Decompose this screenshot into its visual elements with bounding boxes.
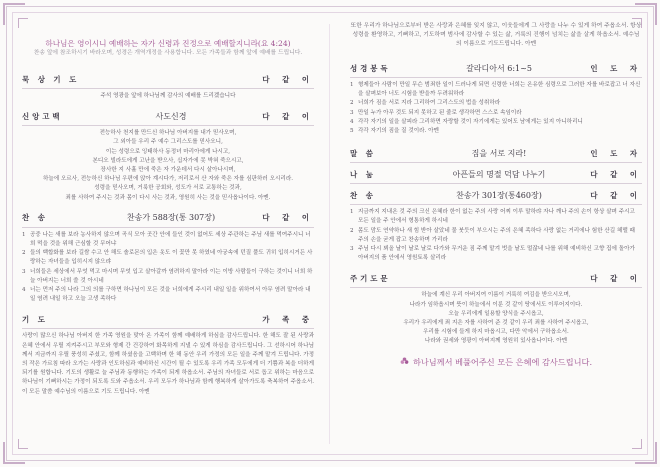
divider xyxy=(22,227,314,228)
section-sharing xyxy=(350,167,642,181)
section-leader: 다 같 이 xyxy=(590,169,642,179)
section-hymn-1 xyxy=(22,211,314,225)
theme-verse: 하나님은 영이시니 예배하는 자가 신령과 진정으로 예배할지니라(요 4:24) xyxy=(45,39,291,48)
scripture-verse: 5 각각 자기의 짐을 질 것이라. 아멘 xyxy=(350,128,439,135)
prayer-continuation: 또한 우리가 하나님으로부터 받은 사랑과 은혜를 잊지 않고, 이웃들에게 그 사랑을 나누 수 있게 하여 주옵소서. 항상 성령을 환영하고, 기뻐하고, 기도하며 범사에 감사할 수 있는 삶, 거룩의 진행이 넘치는 삶을 살게 하옵소서. 예수님의 이름으로 기도드립니다. 아멘 xyxy=(350,23,642,47)
section-lords-prayer xyxy=(350,271,642,285)
lords-prayer-text xyxy=(350,291,642,346)
divider xyxy=(22,125,314,126)
divider xyxy=(350,287,642,288)
divider xyxy=(350,183,642,184)
creed-line: 그 외아들 우리 주 예수 그리스도를 믿사오니, xyxy=(113,139,223,146)
page-fold-line xyxy=(329,24,330,444)
hymn-verse: 3 너희들은 세상에서 무엇 먹고 마시며 무엇 입고 살아갈까 염려하지 말아라 이는 이방 사람들이 구하는 것이니 너희 하늘 아버지는 너희 쓸 것 아시네 xyxy=(22,268,313,284)
creed-text xyxy=(22,129,314,203)
hymn-verse: 4 너는 먼저 주의 나라 그의 의를 구하면 하나님이 모든 것을 너희에게 주시리 내일 일을 위하여서 아무 염려 말아라 내일 염려 내일 하고 오늘 고생 족하다 xyxy=(22,287,311,303)
creed-line: 죄를 사하여 주시는 것과 몸이 다시 사는 것과, 영원히 사는 것을 믿사옵나이다. 아멘. xyxy=(65,194,271,201)
divider xyxy=(350,162,642,163)
lords-prayer-line: 나라가 임하옵시며 뜻이 하늘에서 이룬 것 같이 땅에서도 이루어지이다. xyxy=(409,301,583,308)
corner-ornament xyxy=(18,439,28,449)
section-leader: 다 같 이 xyxy=(262,111,314,121)
section-leader: 인 도 자 xyxy=(590,148,642,158)
lords-prayer-line: 우리를 시험에 들게 하지 마옵시고, 다만 악에서 구하옵소서. xyxy=(423,329,569,336)
hymn-verse: 1 공중 나는 새를 보라 농사하지 않으며 곡식 모아 곳간 안에 들인 것이 없어도 세상 주관하는 주님 새를 먹여주시니 너희 먹을 것을 위해 근심할 것 무어냐 xyxy=(22,231,311,248)
section-leader: 다 같 이 xyxy=(262,74,314,84)
flower-icon xyxy=(400,357,409,366)
divider xyxy=(350,77,642,78)
section-title: 아픈들의 명절 덕담 나누기 xyxy=(452,169,546,179)
scripture-verse: 2 너희가 짐을 서로 지라 그리하여 그리스도의 법을 성취하라 xyxy=(350,100,501,107)
corner-ornament xyxy=(632,439,642,449)
section-label: 성경봉독 xyxy=(350,63,391,73)
section-label: 찬 송 xyxy=(350,190,376,200)
scripture-verse: 1 형제들아 사람이 만일 무슨 범죄한 일이 드러나게 되면 신령한 너희는 온유한 심령으로 그러한 자를 바로잡고 너 자신을 살펴보아 너도 시험을 받을까 두려워하라 xyxy=(350,82,641,98)
section-leader: 인 도 자 xyxy=(590,63,642,73)
section-title: 찬송가 588장(통 307장) xyxy=(126,213,216,223)
section-leader: 다 같 이 xyxy=(262,213,314,223)
right-page xyxy=(350,22,642,368)
lords-prayer-line: 우리가 우리에게 죄 지은 자를 사하여 준 것 같이 우리 죄를 사하여 주시옵고, xyxy=(403,320,589,327)
section-label: 말 씀 xyxy=(350,148,376,158)
scripture-verse: 4 각각 자기의 일을 살피라 그리하면 자랑할 것이 자기에게는 있어도 남에게는 있지 아니하리니 xyxy=(350,118,583,125)
section-scripture xyxy=(350,61,642,75)
section-leader: 다 같 이 xyxy=(590,190,642,200)
section-title: 짐을 서로 지라! xyxy=(471,148,527,158)
section-label: 나 눔 xyxy=(350,169,376,179)
hymn-verses xyxy=(350,208,642,263)
hymn-verse: 3 주님 다시 뵈올 날이 날로 날로 다가와 무거운 짐 주께 맡겨 벗을 날도 멀잖네 나를 위해 예비하신 고향 집에 돌아가 아버지의 품 안에서 영원토록 살리라 xyxy=(350,246,635,262)
scripture-verse: 3 만일 누가 아무 것도 되지 못하고 된 줄로 생각하면 스스로 속임이라 xyxy=(350,109,522,116)
hymn-verses xyxy=(22,231,314,305)
creed-line: 장사한 지 사흘 만에 죽은 자 가운데서 다시 살아나시며, xyxy=(100,167,236,174)
divider xyxy=(22,88,314,89)
creed-line: 하늘에 오르사, 전능하신 하나님 우편에 앉아 계시다가, 저리로서 산 자와 죽은 자를 심판하러 오시리라. xyxy=(43,176,293,183)
left-page xyxy=(22,38,314,397)
lords-prayer-line: 나라와 권세와 영광이 아버지께 영원히 있사옵나이다. 아멘 xyxy=(424,338,568,345)
scripture-verses xyxy=(350,81,642,136)
section-label: 신앙고백 xyxy=(22,111,63,121)
theme-note: 찬송 앞에 참조하시기 바라오며, 성경은 개역개정을 사용합니다. 모든 가족들과 함께 앞에 예배를 드립니다. xyxy=(33,50,303,56)
hymn-verse: 2 몸도 맘도 연약하나 새 힘 받아 살았네 물 붓듯이 부으시는 주의 은혜 족하다 사랑 없는 거리에나 험한 산길 헤맬 때 주의 손을 굳게 잡고 찬송하며 가리라 xyxy=(350,227,635,243)
section-sermon xyxy=(350,146,642,160)
closing-thanks-text: 하나님께서 베풀어주신 모든 은혜에 감사드립니다. xyxy=(412,356,593,367)
prayer-text: 사랑이 많으신 하나님 아버지 한 가족 영원을 맞아 온 가족이 함께 예배하게 하심을 감사드립니다. 한 해도 잘 된 사랑과 은혜 안에서 우릴 지켜주시고 부모와 형제 간 건강하여 화목하게 지낼 수 있게 하심을 감사드립니다. 그 선하시어 하나님께서 지금까지 우릴 풍성히 주셨고, 함께 하셨음을 고백하며 한 해 동안 우리 가정의 모든 일을 주께 맡겨 드립니다. 가정의 작은 가르침 따라 오가는 사랑과 인도하심과 예비하신 시간이 될 수 있도록 우리 가족 모두에게 더 기쁨과 복을 더하게 되기를 원합니다. 기도의 생활로 늘 주님과 동행하는 가족이 되게 하옵소서. 주님의 자녀들로 서로 돕고 위하는 마음으로 하나님이 기뻐하시는 가정이 되도록 도와 주옵소서. 우리 모두가 하나님과 함께 행복하게 살아가도록 축복하여 주옵소서. 이 모든 말씀 예수님의 이름으로 기도 드립니다. 아멘 xyxy=(22,333,314,395)
corner-ornament xyxy=(18,18,28,28)
creed-line: 전능하사 천지를 만드신 하나님 아버지를 내가 믿사오며, xyxy=(99,130,237,137)
section-leader: 다 같 이 xyxy=(590,273,642,283)
creed-line: 본디오 빌라도에게 고난을 받으사, 십자가에 못 박혀 죽으시고, xyxy=(92,157,244,164)
section-label: 주기도문 xyxy=(350,273,391,283)
closing-thanks xyxy=(350,357,642,368)
silent-prayer-text: 주석 영광을 앞에 하나님께 감사의 예배를 드리겠습니다 xyxy=(100,93,236,99)
section-title: 찬송가 301장(통460장) xyxy=(456,190,542,200)
section-label: 찬 송 xyxy=(22,213,48,223)
section-prayer xyxy=(22,312,314,326)
section-leader: 가 족 중 xyxy=(262,314,314,324)
hymn-verse: 1 지금까지 지내온 것 주의 크신 은혜라 한이 없는 주의 사랑 어찌 이루 말하랴 자나 깨나 주의 손이 항상 살펴 주시고 모든 일을 주 안에서 형통하게 하시네 xyxy=(350,209,635,225)
creed-line: 이는 성령으로 잉태하사 동정녀 마리아에게 나시고, xyxy=(105,148,231,155)
divider xyxy=(22,328,314,329)
lords-prayer-line: 하늘에 계신 우리 아버지여 이름이 거룩히 여김을 받으시오며, xyxy=(421,292,571,299)
lords-prayer-line: 오늘 우리에게 일용할 양식을 주시옵고, xyxy=(448,310,544,317)
section-label: 묵 상 기 도 xyxy=(22,74,80,84)
section-creed xyxy=(22,109,314,123)
creed-line: 성령을 믿사오며, 거룩한 공회와, 성도가 서로 교통하는 것과, xyxy=(94,185,242,192)
hymn-verse: 2 들의 백합화를 보라 길쌈 수고 안 해도 솔로몬의 입은 옷도 이 꽃만 못 하였네 아궁속에 던질 풀도 귀히 입히시거든 사랑하는 자녀들을 입히시지 않으랴 xyxy=(22,250,313,266)
section-title: 사도신경 xyxy=(155,111,187,121)
section-silent-prayer xyxy=(22,72,314,86)
section-label: 기 도 xyxy=(22,314,48,324)
section-title: 갈라디아서 6:1~5 xyxy=(466,63,532,73)
divider xyxy=(350,204,642,205)
section-hymn-2 xyxy=(350,188,642,202)
